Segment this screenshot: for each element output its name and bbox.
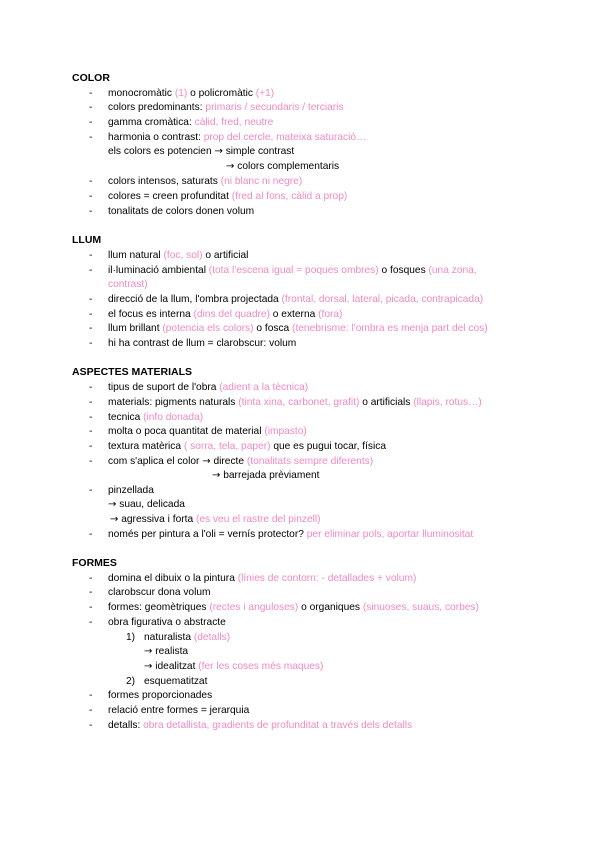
list-item: direcció de la llum, l'ombra projectada (frontal, dorsal, lateral, picada, contrapicada): [108, 294, 484, 305]
list-item: formes proporcionades: [108, 690, 213, 701]
list-item: colores = creen profunditat (fred al fons, càlid a prop): [108, 191, 348, 202]
list-item: domina el dibuix o la pintura (línies de contorn: - detallades + volum): [108, 573, 417, 584]
list-item: només per pintura a l'oli = vernís protector? per eliminar pols, aportar lluminositat: [108, 529, 474, 540]
list-item: pinzellada: [108, 485, 154, 496]
numbered-item: esquematitzat: [144, 676, 208, 687]
list-item: formes: geomètriques (rectes i anguloses) o organiques (sinuoses, suaus, corbes): [108, 602, 479, 613]
bullet: -: [89, 705, 93, 716]
arrow-right-icon: →: [110, 514, 119, 525]
bullet: -: [89, 441, 93, 452]
list-item: harmonia o contrast: prop del cercle, mateixa saturació…: [108, 132, 367, 143]
list-subitem: → idealitzat (fer les coses més maques): [144, 661, 324, 672]
numbered-marker: 2): [126, 676, 136, 687]
bullet: -: [89, 720, 93, 731]
arrow-right-icon: →: [202, 456, 211, 467]
bullet: -: [89, 617, 93, 628]
list-subitem: → barrejada prèviament: [212, 470, 320, 481]
bullet: -: [89, 338, 93, 349]
list-item: molta o poca quantitat de material (impasto): [108, 426, 307, 437]
bullet: -: [89, 397, 93, 408]
bullet: -: [89, 323, 93, 334]
arrow-right-icon: →: [226, 161, 235, 172]
list-item: llum brillant (potencia els colors) o fosca (tenebrisme: l'ombra es menja part del cos): [108, 323, 488, 334]
list-subitem: → suau, delicada: [108, 499, 185, 510]
list-item: el focus es interna (dins del quadre) o externa (fora): [108, 309, 343, 320]
arrow-right-icon: →: [108, 499, 117, 510]
bullet: -: [89, 485, 93, 496]
list-item-continuation: contrast): [108, 279, 148, 290]
list-item: relació entre formes = jerarquia: [108, 705, 250, 716]
list-subitem: els colors es potencien → simple contrast: [108, 146, 295, 157]
list-subitem: → realista: [144, 646, 189, 657]
bullet: -: [89, 88, 93, 99]
list-item: clarobscur dona volum: [108, 587, 211, 598]
bullet: -: [89, 309, 93, 320]
bullet: -: [89, 102, 93, 113]
bullet: -: [89, 456, 93, 467]
list-item: colors intensos, saturats (ni blanc ni negre): [108, 176, 303, 187]
bullet: -: [89, 191, 93, 202]
arrow-right-icon: →: [144, 661, 153, 672]
list-item: il·luminació ambiental (tota l'escena igual = poques ombres) o fosques (una zona,: [108, 265, 477, 276]
arrow-right-icon: →: [144, 646, 153, 657]
list-item: colors predominants: primaris / secundaris / terciaris: [108, 102, 344, 113]
list-item: tecnica (info donada): [108, 412, 204, 423]
bullet: -: [89, 176, 93, 187]
heading-color: COLOR: [72, 72, 110, 84]
list-item: materials: pigments naturals (tinta xina, carbonet, grafit) o artificials (llapis, rotus…): [108, 397, 482, 408]
arrow-right-icon: →: [212, 470, 221, 481]
list-item: textura matèrica ( sorra, tela, paper) que es pugui tocar, física: [108, 441, 387, 452]
bullet: -: [89, 529, 93, 540]
list-item: detalls: obra detallista, gradients de profunditat a través dels detalls: [108, 720, 413, 731]
list-item: monocromàtic (1) o policromàtic (+1): [108, 88, 275, 99]
bullet: -: [89, 265, 93, 276]
bullet: -: [89, 587, 93, 598]
list-item: gamma cromàtica: càlid, fred, neutre: [108, 117, 274, 128]
bullet: -: [89, 250, 93, 261]
list-item: tonalitats de colors donen volum: [108, 206, 255, 217]
bullet: -: [89, 117, 93, 128]
bullet: -: [89, 294, 93, 305]
heading-formes: FORMES: [72, 557, 117, 569]
bullet: -: [89, 573, 93, 584]
bullet: -: [89, 206, 93, 217]
bullet: -: [89, 602, 93, 613]
list-item: llum natural (foc, sol) o artificial: [108, 250, 249, 261]
list-subitem: → agressiva i forta (es veu el rastre del pinzell): [110, 514, 321, 525]
arrow-right-icon: →: [214, 146, 223, 157]
list-subitem: → colors complementaris: [226, 161, 340, 172]
numbered-item: naturalista (detalls): [144, 632, 231, 643]
list-item: tipus de suport de l'obra (adient a la tècnica): [108, 382, 309, 393]
list-item: hi ha contrast de llum = clarobscur: volum: [108, 338, 297, 349]
bullet: -: [89, 412, 93, 423]
numbered-marker: 1): [126, 632, 136, 643]
bullet: -: [89, 426, 93, 437]
heading-materials: ASPECTES MATERIALS: [72, 366, 192, 378]
bullet: -: [89, 132, 93, 143]
heading-llum: LLUM: [72, 234, 102, 246]
bullet: -: [89, 690, 93, 701]
list-item: obra figurativa o abstracte: [108, 617, 226, 628]
list-item: com s'aplica el color → directe (tonalitats sempre diferents): [108, 456, 374, 467]
bullet: -: [89, 382, 93, 393]
